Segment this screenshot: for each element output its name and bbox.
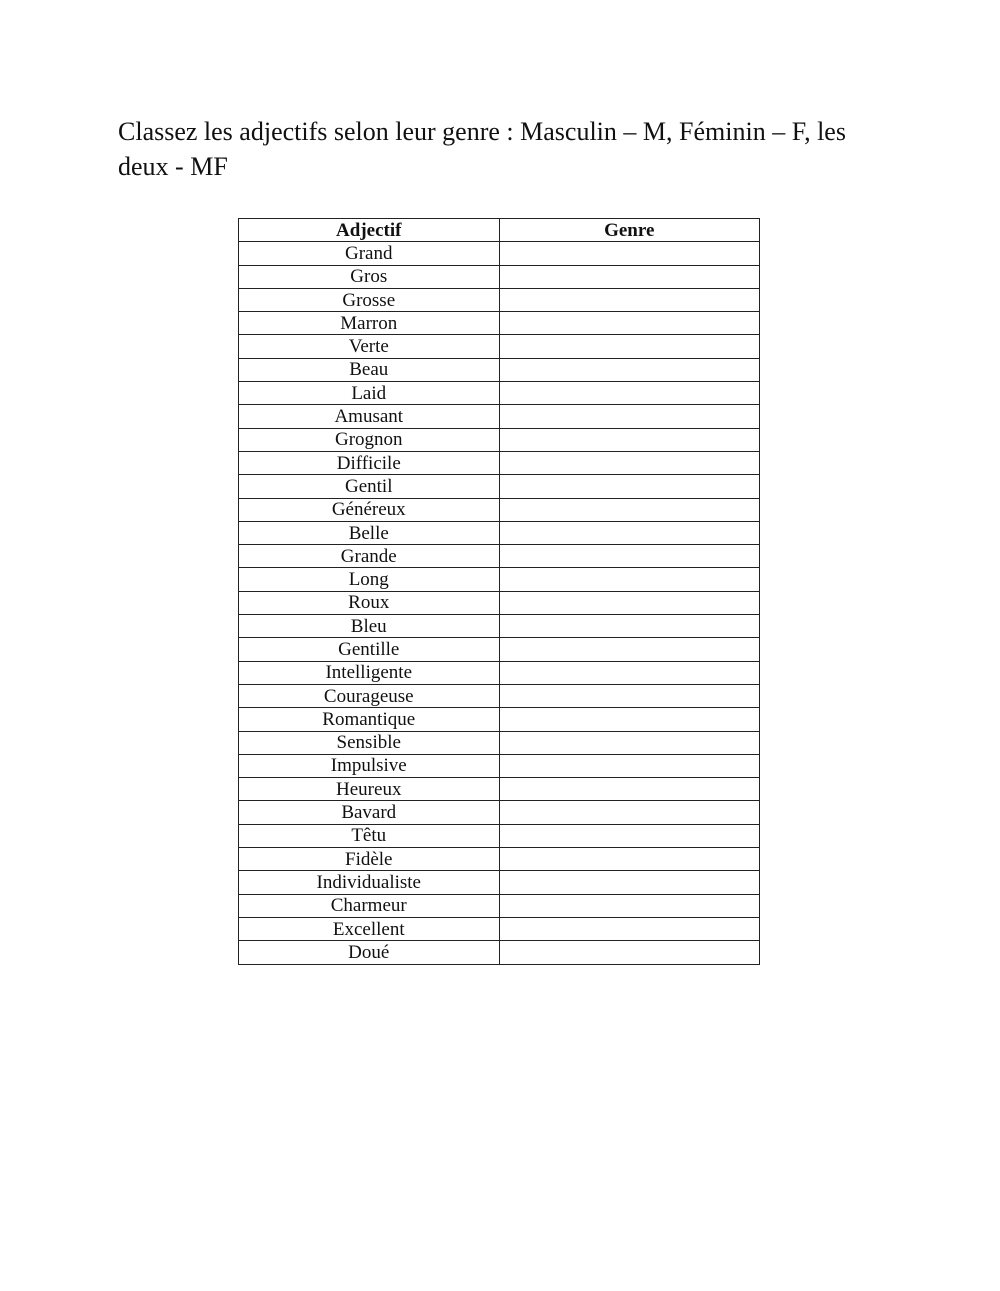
adjectif-cell: Grognon (239, 428, 500, 451)
table-row (239, 568, 760, 591)
table-row (239, 312, 760, 335)
table-row (239, 358, 760, 381)
genre-cell[interactable] (499, 521, 760, 544)
header-adjectif: Adjectif (239, 219, 500, 242)
adjectif-cell: Heureux (239, 778, 500, 801)
genre-cell[interactable] (499, 382, 760, 405)
adjectif-cell: Têtu (239, 824, 500, 847)
table-row (239, 801, 760, 824)
adjectif-cell: Roux (239, 591, 500, 614)
adjectif-cell: Bavard (239, 801, 500, 824)
genre-cell[interactable] (499, 451, 760, 474)
genre-cell[interactable] (499, 684, 760, 707)
adjectif-cell: Gentille (239, 638, 500, 661)
table-row (239, 917, 760, 940)
table-row (239, 638, 760, 661)
table-row (239, 871, 760, 894)
adjectif-cell: Beau (239, 358, 500, 381)
genre-cell[interactable] (499, 661, 760, 684)
genre-cell[interactable] (499, 778, 760, 801)
table-row (239, 242, 760, 265)
table-row (239, 591, 760, 614)
adjectif-cell: Doué (239, 941, 500, 964)
adjectif-cell: Excellent (239, 917, 500, 940)
adjectif-cell: Individualiste (239, 871, 500, 894)
genre-cell[interactable] (499, 335, 760, 358)
table-row (239, 451, 760, 474)
table-row (239, 335, 760, 358)
genre-cell[interactable] (499, 824, 760, 847)
genre-cell[interactable] (499, 871, 760, 894)
genre-cell[interactable] (499, 568, 760, 591)
adjectif-cell: Grand (239, 242, 500, 265)
table-row (239, 475, 760, 498)
genre-cell[interactable] (499, 917, 760, 940)
genre-cell[interactable] (499, 242, 760, 265)
table-row (239, 731, 760, 754)
header-row (239, 219, 760, 242)
genre-cell[interactable] (499, 941, 760, 964)
genre-cell[interactable] (499, 638, 760, 661)
genre-cell[interactable] (499, 591, 760, 614)
genre-cell[interactable] (499, 708, 760, 731)
genre-cell[interactable] (499, 801, 760, 824)
table-row (239, 941, 760, 964)
table-row (239, 661, 760, 684)
adjectif-cell: Belle (239, 521, 500, 544)
table-row (239, 824, 760, 847)
table-row (239, 754, 760, 777)
genre-cell[interactable] (499, 498, 760, 521)
adjectif-cell: Gentil (239, 475, 500, 498)
adjectif-cell: Romantique (239, 708, 500, 731)
table-header (239, 219, 760, 242)
table-row (239, 498, 760, 521)
genre-cell[interactable] (499, 615, 760, 638)
adjectif-cell: Grande (239, 545, 500, 568)
genre-cell[interactable] (499, 265, 760, 288)
genre-cell[interactable] (499, 358, 760, 381)
adjectif-cell: Sensible (239, 731, 500, 754)
genre-cell[interactable] (499, 754, 760, 777)
adjectif-cell: Marron (239, 312, 500, 335)
table-row (239, 848, 760, 871)
adjectif-cell: Difficile (239, 451, 500, 474)
table-row (239, 545, 760, 568)
table-row (239, 684, 760, 707)
genre-cell[interactable] (499, 545, 760, 568)
header-genre: Genre (499, 219, 760, 242)
adjectif-cell: Courageuse (239, 684, 500, 707)
table-row (239, 615, 760, 638)
adjectif-cell: Intelligente (239, 661, 500, 684)
table-row (239, 405, 760, 428)
table-row (239, 894, 760, 917)
genre-cell[interactable] (499, 894, 760, 917)
adjectif-cell: Généreux (239, 498, 500, 521)
table-row (239, 778, 760, 801)
adjectif-cell: Laid (239, 382, 500, 405)
genre-cell[interactable] (499, 848, 760, 871)
adjective-table (238, 218, 760, 965)
table-row (239, 521, 760, 544)
adjectif-cell: Amusant (239, 405, 500, 428)
adjectif-cell: Grosse (239, 288, 500, 311)
genre-cell[interactable] (499, 405, 760, 428)
genre-cell[interactable] (499, 428, 760, 451)
adjectif-cell: Bleu (239, 615, 500, 638)
adjectif-cell: Impulsive (239, 754, 500, 777)
genre-cell[interactable] (499, 731, 760, 754)
genre-cell[interactable] (499, 475, 760, 498)
table-row (239, 708, 760, 731)
table-row (239, 288, 760, 311)
adjectif-cell: Charmeur (239, 894, 500, 917)
table-row (239, 382, 760, 405)
genre-cell[interactable] (499, 288, 760, 311)
genre-cell[interactable] (499, 312, 760, 335)
adjectif-cell: Fidèle (239, 848, 500, 871)
table-row (239, 428, 760, 451)
adjectif-cell: Gros (239, 265, 500, 288)
table-row (239, 265, 760, 288)
table-body (239, 242, 760, 964)
adjectif-cell: Verte (239, 335, 500, 358)
instruction-text: Classez les adjectifs selon leur genre : Masculin – M, Féminin – F, les deux - MF (118, 117, 846, 181)
adjectif-cell: Long (239, 568, 500, 591)
